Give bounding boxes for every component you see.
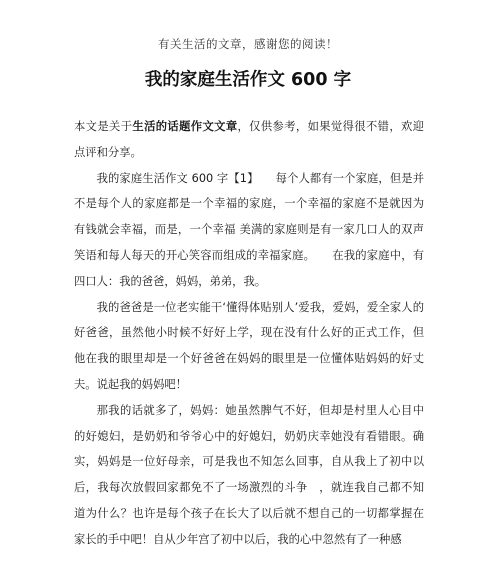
body-paragraph-3: 那我的话就多了，妈妈：她虽然脾气不好，但却是村里人心目中的好媳妇，是奶奶和爷爷心中的好媳妇，奶奶庆幸她没有看错眼。确实，妈妈是一位好母亲，可是我也不知怎么回事，自从我上了初中以后，我每次放假回家都免不了一场激烈的斗争 ，就连我自己都不知道为什么？也许是每个孩子在长大了以后就不想自己的一切都掌握在家长的手中吧！自从少年宫了初中以后，我的心中忽然有了一种感 bbox=[74, 403, 424, 546]
page-title: 我的家庭生活作文 600 字 bbox=[144, 70, 352, 90]
body-paragraph-1: 我的家庭生活作文 600 字【1】 每个人都有一个家庭，但是并不是每个人的家庭都是一个幸福的家庭，一个幸福的家庭不是就因为有钱就会幸福，而是，一个幸福 美满的家庭则是有一家几口人的双声笑语和每人每天的开心笑容而组成的幸福家庭。 在我的家庭中，有四口人：我的爸爸，妈妈，弟弟，我。 bbox=[74, 171, 424, 288]
article-body bbox=[74, 114, 424, 553]
intro-paragraph bbox=[74, 114, 424, 166]
intro-prefix: 本文是关于 bbox=[74, 120, 133, 133]
header-note: 有关生活的文章，感谢您的阅读！ bbox=[158, 37, 338, 51]
intro-suffix: ，仅供参考，如果觉得很不错，欢迎点评和分享。 bbox=[74, 120, 424, 159]
body-paragraph-2: 我的爸爸是一位老实能干‘懂得体贴别人’爱我，爱妈，爱全家人的好爸爸，虽然他小时候不好好上学，现在没有什么好的正式工作，但他在我的眼里却是一个好爸爸在妈妈的眼里是一位懂体贴妈妈的好丈夫。说起我的妈妈吧！ bbox=[74, 300, 424, 391]
intro-keyword: 生活的话题作文文章 bbox=[132, 120, 238, 133]
